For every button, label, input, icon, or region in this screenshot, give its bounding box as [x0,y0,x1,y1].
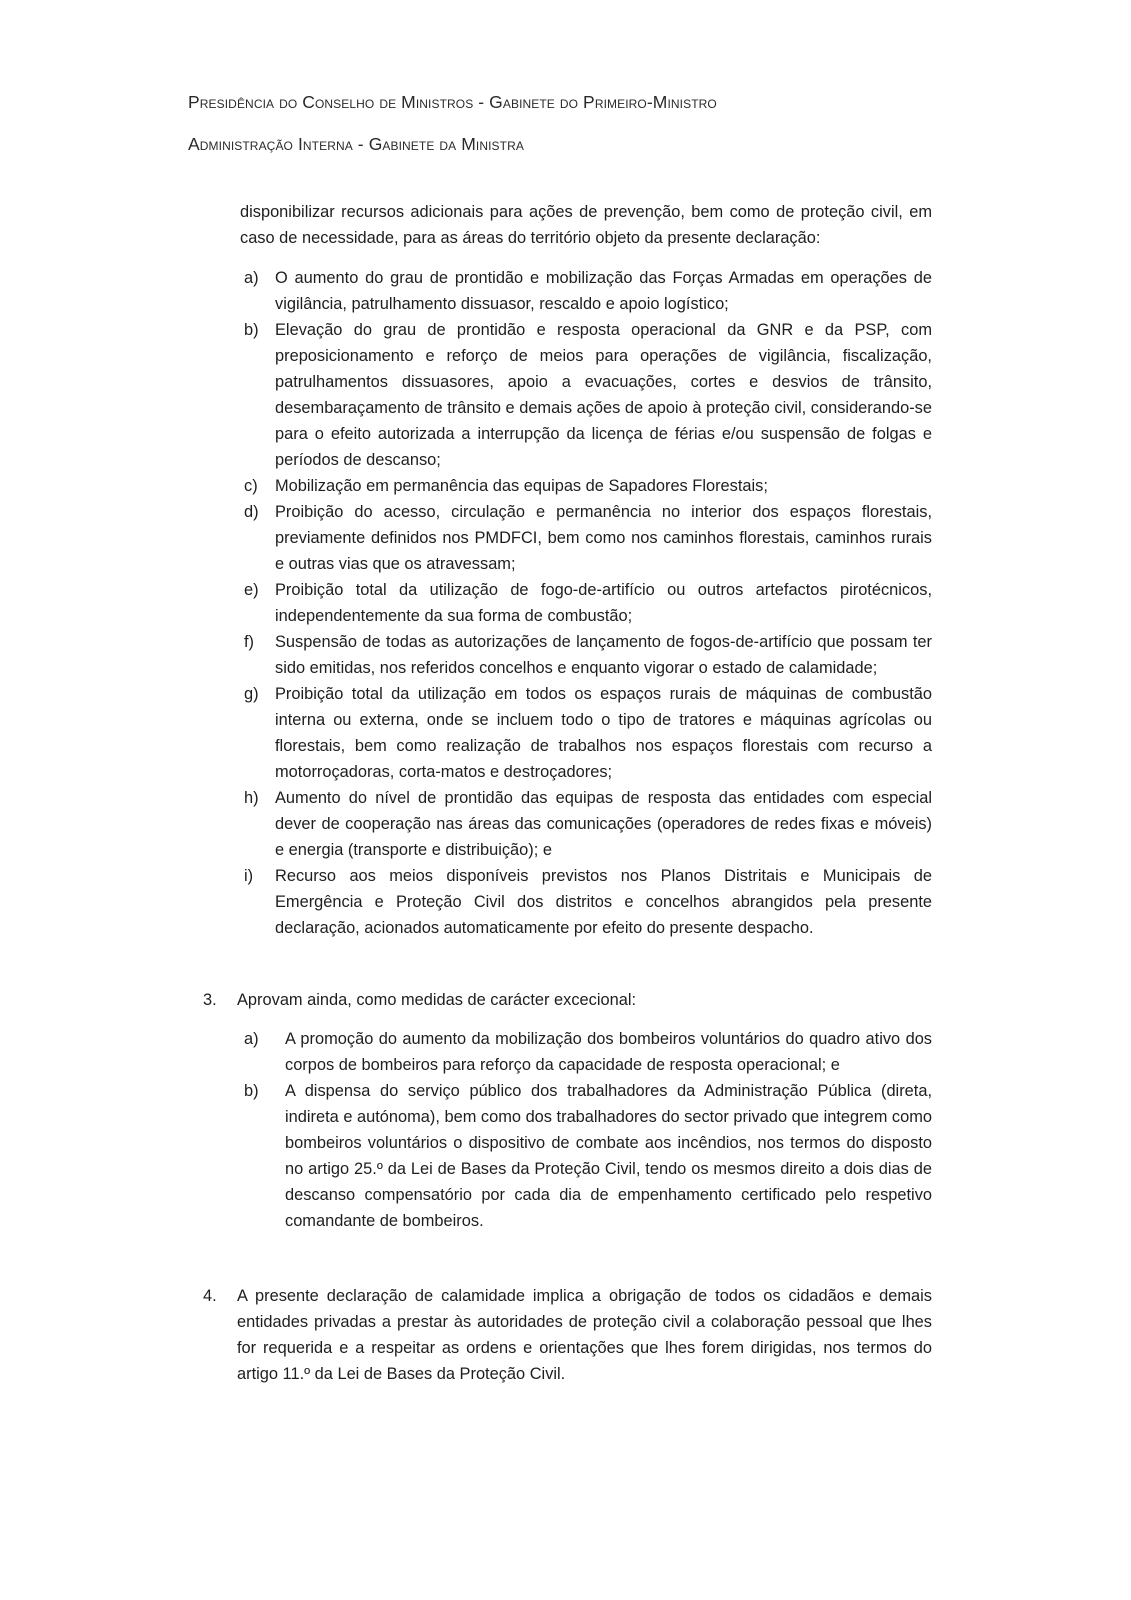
list-item-e [244,577,932,629]
list-label: a) [244,269,259,287]
section-4 [203,1283,932,1387]
list-label: e) [244,581,259,599]
list-item-text: Proibição do acesso, circulação e permanência no interior dos espaços florestais, previamente definidos nos PMDFCI, bem como nos caminhos florestais, caminhos rurais e outras vias que os atravessam; [275,503,932,573]
list-label: f) [244,633,255,651]
list-item-a [244,265,932,317]
list-item-b [244,317,932,473]
list-label: i) [244,867,254,885]
section-number: 4. [203,1287,217,1305]
list-item-text: Recurso aos meios disponíveis previstos nos Planos Distritais e Municipais de Emergência e Proteção Civil dos distritos e concelhos abrangidos pela presente declaração, acionados automaticamente por efeito do presente despacho. [275,867,932,937]
list-item-text: Elevação do grau de prontidão e resposta operacional da GNR e da PSP, com preposicionamento e reforço de meios para operações de vigilância, fiscalização, patrulhamentos dissuasores, apoio a evacuações, cortes e desvios de trânsito, desembaraçamento de trânsito e demais ações de apoio à proteção civil, considerando-se para o efeito autorizada a interrupção da licença de férias e/ou suspensão de folgas e períodos de descanso; [275,321,932,469]
header-line-presidencia: Presidência do Conselho de Ministros - Gabinete do Primeiro-Ministro [188,92,717,112]
list-item-text: O aumento do grau de prontidão e mobilização das Forças Armadas em operações de vigilância, patrulhamento dissuasor, rescaldo e apoio logístico; [275,269,932,313]
section-2-measures-list [244,265,932,941]
list-item-text: A dispensa do serviço público dos trabalhadores da Administração Pública (direta, indireta e autónoma), bem como dos trabalhadores do sector privado que integrem como bombeiros voluntários o dispositivo de combate aos incêndios, nos termos do disposto no artigo 25.º da Lei de Bases da Proteção Civil, tendo os mesmos direito a dois dias de descanso compensatório por cada dia de empenhamento certificado pelo respetivo comandante de bombeiros. [285,1082,932,1230]
list-label: a) [244,1030,259,1048]
list-item-h [244,785,932,863]
section-3-measures-list [244,1026,932,1234]
list-label: h) [244,789,259,807]
section-3 [203,987,932,1013]
list-item-text: Suspensão de todas as autorizações de lançamento de fogos-de-artifício que possam ter sido emitidas, nos referidos concelhos e enquanto vigorar o estado de calamidade; [275,633,932,677]
list-item-i [244,863,932,941]
list-item-text: Proibição total da utilização em todos os espaços rurais de máquinas de combustão interna ou externa, onde se incluem todo o tipo de tratores e máquinas agrícolas ou florestais, bem como realização de trabalhos nos espaços florestais com recurso a motorroçadoras, corta-matos e destroçadores; [275,685,932,781]
list-item-c [244,473,932,499]
section-4-text: A presente declaração de calamidade implica a obrigação de todos os cidadãos e demais entidades privadas a prestar às autoridades de proteção civil a colaboração pessoal que lhes for requerida e a respeitar as ordens e orientações que lhes forem dirigidas, nos termos do artigo 11.º da Lei de Bases da Proteção Civil. [237,1287,932,1383]
list-item-f [244,629,932,681]
list-label: b) [244,321,259,339]
list-label: d) [244,503,259,521]
section-3-text: Aprovam ainda, como medidas de carácter excecional: [237,991,637,1009]
list-item-g [244,681,932,785]
list-item-text: Proibição total da utilização de fogo-de-artifício ou outros artefactos pirotécnicos, independentemente da sua forma de combustão; [275,581,932,625]
list-item-text: Aumento do nível de prontidão das equipas de resposta das entidades com especial dever de cooperação nas áreas das comunicações (operadores de redes fixas e móveis) e energia (transporte e distribuição); e [275,789,932,859]
list-label: c) [244,477,258,495]
list-label: g) [244,685,259,703]
list-item-a [244,1026,932,1078]
section-number: 3. [203,991,217,1009]
list-item-b [244,1078,932,1234]
list-label: b) [244,1082,259,1100]
list-item-d [244,499,932,577]
intro-paragraph: disponibilizar recursos adicionais para ações de prevenção, bem como de proteção civil, em caso de necessidade, para as áreas do território objeto da presente declaração: [240,203,932,247]
list-item-text: A promoção do aumento da mobilização dos bombeiros voluntários do quadro ativo dos corpos de bombeiros para reforço da capacidade de resposta operacional; e [285,1030,932,1074]
list-item-text: Mobilização em permanência das equipas de Sapadores Florestais; [275,477,768,495]
header-line-administracao-interna: Administração Interna - Gabinete da Ministra [188,134,524,154]
